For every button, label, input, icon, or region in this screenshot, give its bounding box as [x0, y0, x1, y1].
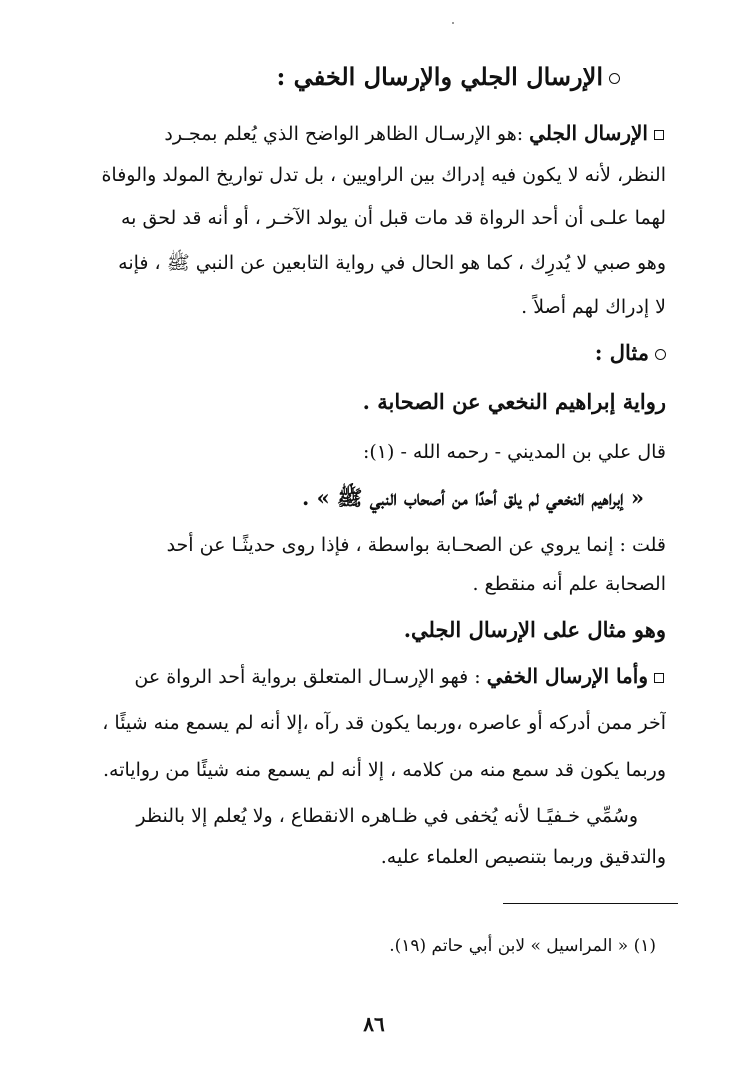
jali-term: الإرسال الجلي [529, 121, 648, 145]
khafi-definition-line-1 [96, 661, 664, 693]
khafi-definition-text: : فهو الإرسـال المتعلق برواية أحد الرواة عن [134, 666, 481, 688]
khafi-term: وأما الإرسال الخفي [486, 664, 648, 688]
jali-definition-text: :هو الإرسـال الظاهر الواضح الذي يُعلم بمجـرد [164, 123, 524, 145]
footnote-divider [503, 903, 678, 904]
jali-definition-line-1 [96, 118, 664, 150]
print-mark [452, 22, 454, 24]
jali-definition-line-2: النظر، لأنه لا يكون فيه إدراك بين الراويين ، بل تدل تواريخ المولد والوفاة [101, 164, 666, 186]
jali-definition-line-4: وهو صبي لا يُدرِك ، كما هو الحال في رواية التابعين عن النبي ﷺ ، فإنه [118, 252, 666, 274]
khafi-definition-line-5: والتدقيق وربما بتنصيص العلماء عليه. [380, 846, 666, 868]
quote: « إبراهيم النخعي لم يلق أحدًا من أصحاب النبي ﷺ » . [302, 485, 644, 510]
circle-bullet-icon [655, 349, 666, 360]
jali-definition-line-3: لهما علـى أن أحد الرواة قد مات قبل أن يولد الآخـر ، أو أنه قد لحق به [120, 207, 666, 229]
square-bullet-icon [654, 130, 664, 140]
circle-bullet-icon [609, 73, 620, 84]
quote-intro: قال علي بن المديني - رحمه الله - (١): [362, 441, 666, 463]
conclusion: وهو مثال على الإرسال الجلي. [403, 617, 666, 642]
square-bullet-icon [654, 673, 664, 683]
example-title: رواية إبراهيم النخعي عن الصحابة . [362, 389, 666, 414]
comment-line-1: قلت : إنما يروي عن الصحـابة بواسطة ، فإذا روى حديثًـا عن أحد [166, 534, 666, 556]
footnote: (١) « المراسيل » لابن أبي حاتم (١٩). [389, 936, 656, 956]
comment-line-2: الصحابة علم أنه منقطع . [472, 573, 666, 595]
example-heading: مثال : [96, 338, 666, 370]
khafi-definition-line-4: وسُمِّي خـفيًـا لأنه يُخفى في ظـاهره الانقطاع ، ولا يُعلم إلا بالنظر [136, 805, 638, 827]
page-number: ٨٦ [363, 1012, 385, 1036]
khafi-definition-line-2: آخر ممن أدركه أو عاصره ،وربما يكون قد رآه ،إلا أنه لم يسمع منه شيئًا ، [102, 712, 666, 734]
khafi-definition-line-3: وربما يكون قد سمع منه من كلامه ، إلا أنه لم يسمع منه شيئًا من رواياته. [102, 759, 666, 781]
section-heading: الإرسال الجلي والإرسال الخفي : [96, 62, 620, 94]
jali-definition-line-5: لا إدراك لهم أصلاً . [521, 296, 666, 318]
